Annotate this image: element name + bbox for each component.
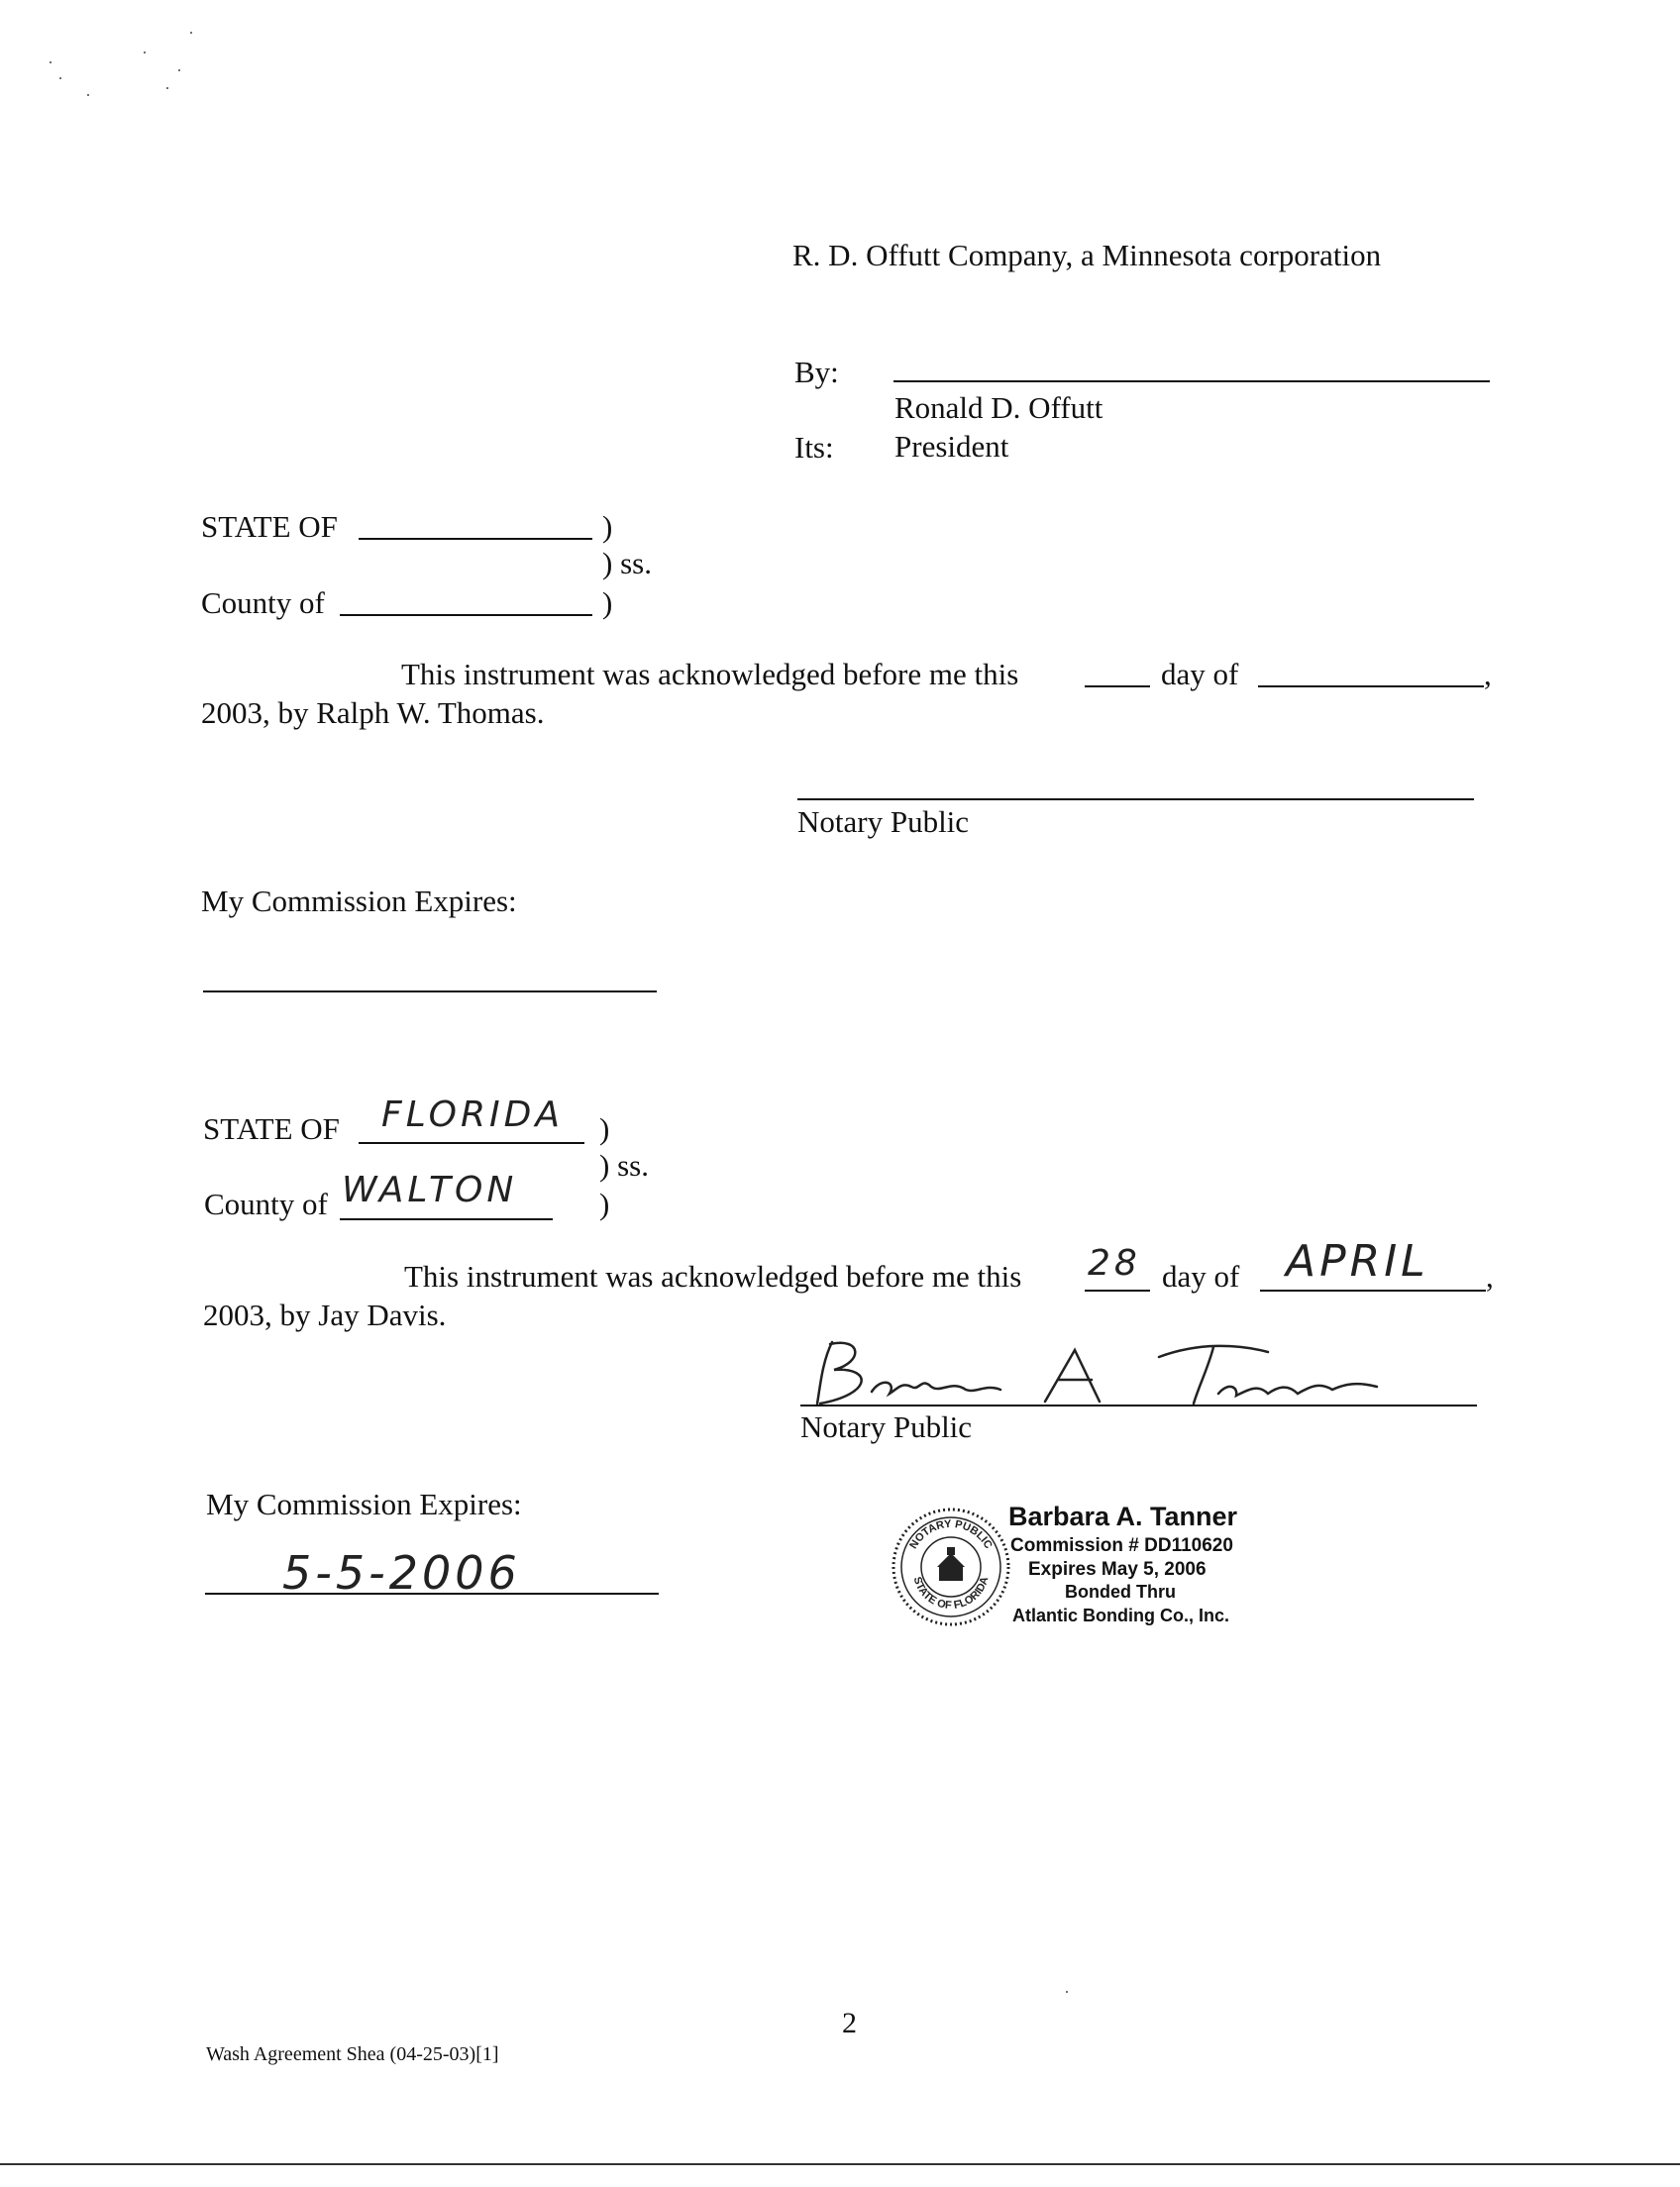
seal-top-text: NOTARY PUBLIC <box>907 1517 995 1551</box>
ack2-state-label: STATE OF <box>203 1111 340 1146</box>
scan-speck <box>1066 1991 1068 1993</box>
signer-title: President <box>894 429 1009 464</box>
ack1-notary-signature-line <box>797 798 1474 800</box>
ack2-comma: , <box>1486 1259 1494 1294</box>
ack1-state-paren: ) <box>602 509 613 544</box>
scan-speck <box>178 69 180 71</box>
notary-signature <box>802 1332 1397 1411</box>
ack1-county-blank <box>340 614 592 616</box>
company-name: R. D. Offutt Company, a Minnesota corporation <box>792 238 1382 272</box>
ack1-month-blank <box>1258 685 1484 687</box>
ack2-day-of: day of <box>1162 1259 1240 1294</box>
ack1-notary-label: Notary Public <box>797 804 970 839</box>
signer-name: Ronald D. Offutt <box>894 390 1103 425</box>
ack2-month-blank <box>1260 1290 1486 1292</box>
scan-speck <box>87 94 89 96</box>
svg-text:NOTARY PUBLIC <box>907 1518 995 1551</box>
stamp-name: Barbara A. Tanner <box>1008 1502 1238 1531</box>
ack2-county-blank <box>340 1218 553 1220</box>
svg-text:STATE OF FLORIDA <box>911 1576 992 1613</box>
notary-seal <box>890 1506 1012 1628</box>
ack1-sentence: This instrument was acknowledged before me this <box>401 657 1019 691</box>
page-bottom-edge <box>0 2163 1680 2165</box>
ack2-ss: ) ss. <box>599 1148 649 1183</box>
scan-speck <box>144 52 146 53</box>
scan-speck <box>166 87 168 89</box>
page-number: 2 <box>842 2007 857 2039</box>
ack2-commission-label: My Commission Expires: <box>206 1487 522 1521</box>
ack1-county-paren: ) <box>602 585 613 620</box>
ack2-commission-blank <box>205 1593 659 1595</box>
by-label: By: <box>794 355 839 389</box>
scan-speck <box>59 77 61 79</box>
ack1-second-line: 2003, by Ralph W. Thomas. <box>201 695 545 730</box>
ack1-day-blank <box>1085 685 1150 687</box>
ack1-state-label: STATE OF <box>201 509 338 544</box>
stamp-bonding-company: Atlantic Bonding Co., Inc. <box>1012 1606 1229 1625</box>
ack2-state-paren: ) <box>599 1111 610 1146</box>
its-label: Its: <box>794 430 834 465</box>
ack1-day-of: day of <box>1161 657 1239 691</box>
ack2-sentence: This instrument was acknowledged before me this <box>404 1259 1022 1294</box>
ack1-state-blank <box>359 538 592 540</box>
ack2-county-paren: ) <box>599 1187 610 1221</box>
ack2-month-value: APRIL <box>1286 1236 1429 1287</box>
ack2-commission-value: 5-5-2006 <box>282 1546 521 1600</box>
document-id: Wash Agreement Shea (04-25-03)[1] <box>206 2043 499 2065</box>
ack2-state-value: FLORIDA <box>381 1094 564 1135</box>
ack2-day-value: 28 <box>1088 1243 1141 1284</box>
stamp-expires: Expires May 5, 2006 <box>1028 1559 1207 1580</box>
ack2-county-value: WALTON <box>342 1170 518 1210</box>
ack1-county-label: County of <box>201 585 325 620</box>
stamp-bonded: Bonded Thru <box>1065 1582 1176 1602</box>
ack1-commission-label: My Commission Expires: <box>201 884 517 918</box>
ack2-notary-signature-line <box>800 1405 1477 1406</box>
stamp-commission: Commission # DD110620 <box>1010 1535 1233 1556</box>
ack1-ss: ) ss. <box>602 546 652 580</box>
ack2-notary-label: Notary Public <box>800 1409 973 1444</box>
ack2-county-label: County of <box>204 1187 328 1221</box>
scan-speck <box>190 32 192 34</box>
by-signature-line <box>893 380 1490 382</box>
ack2-state-blank <box>359 1142 584 1144</box>
ack2-second-line: 2003, by Jay Davis. <box>203 1298 447 1332</box>
ack2-day-blank <box>1085 1290 1150 1292</box>
scan-speck <box>50 61 52 63</box>
ack1-comma: , <box>1484 657 1492 691</box>
seal-bottom-text: STATE OF FLORIDA <box>910 1575 992 1613</box>
ack1-commission-blank <box>203 990 657 992</box>
